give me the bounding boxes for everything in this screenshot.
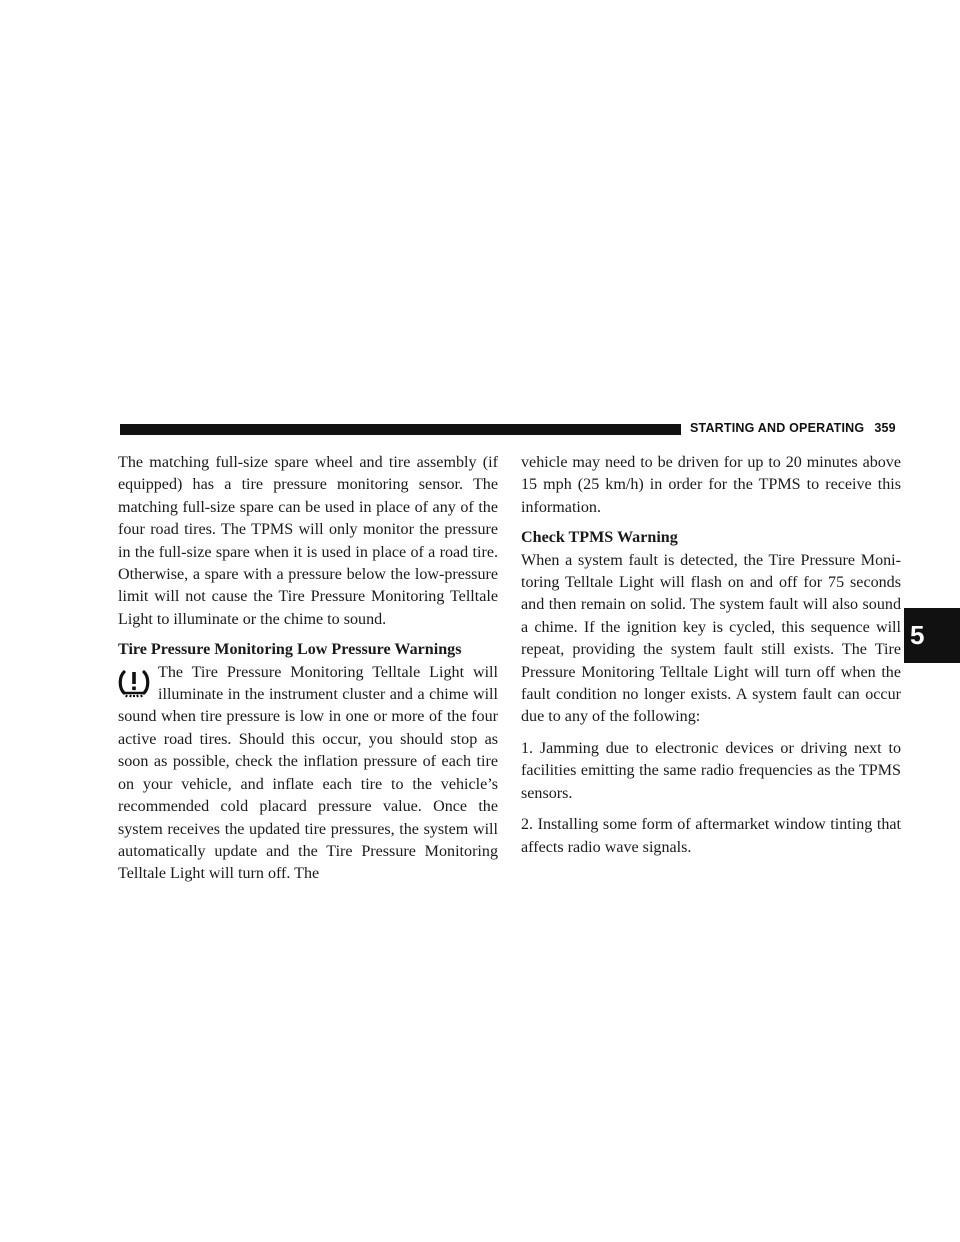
page-number: 359 [874, 421, 896, 435]
paragraph-system-fault: When a system fault is detected, the Tire Pressure Monitoring Telltale Light will flash on and off for 75 seconds and then remain on solid. The system fault will also sound a chime. If the ignition key is cycled, this sequence will repeat, providing the system fault still exists. The Tire Pressure Monitoring Telltale Light will turn off when the fault condition no longer exists. A system fault can occur due to any of the following: [521, 551, 901, 726]
section-title: STARTING AND OPERATING [690, 421, 865, 435]
paragraph-low-pressure-text: The Tire Pressure Monitoring Telltale Light will illuminate in the instrument cluster and a chime will sound when tire pressure is low in one or more of the four active road tires. Should this occur, you should stop as soon as possible, check the inflation pressure of each tire on your vehicle, and inflate each tire to the vehicle’s recommended cold placard pressure value. Once the system receives the updated tire pressures, the system will automatically update and the Tire Pressure Monitoring Telltale Light will turn off. The [118, 663, 498, 883]
heading-check-tpms-warning: Check TPMS Warning [521, 529, 678, 547]
list-item-window-tinting: 2. Installing some form of aftermarket window tinting that affects radio wave signals. [521, 816, 901, 856]
list-item-jamming: 1. Jamming due to electronic devices or driving next to facilities emitting the same radio frequencies as the TPMS sensors. [521, 739, 901, 802]
tire-pressure-warning-icon [116, 666, 152, 702]
left-column [118, 452, 498, 886]
paragraph-continued: vehicle may need to be driven for up to 20 minutes above 15 mph (25 km/h) in order for the TPMS to receive this information. [521, 454, 901, 516]
heading-low-pressure-warnings: Tire Pressure Monitoring Low Pressure Warnings [118, 641, 462, 659]
paragraph-low-pressure [118, 662, 498, 886]
right-column [521, 452, 901, 859]
header-rule [120, 424, 681, 435]
section-tab: 5 [904, 608, 960, 663]
running-header [690, 421, 896, 435]
paragraph-spare-tire: The matching full-size spare wheel and tire assembly (if equipped) has a tire pressure monitoring sensor. The matching full-size spare can be used in place of any of the four road tires. The TPMS will only monitor the pressure in the full-size spare when it is used in place of a road tire. Otherwise, a spare with a pressure below the low-pressure limit will not cause the Tire Pressure Monitoring Telltale Light to illuminate or the chime to sound. [118, 454, 498, 628]
